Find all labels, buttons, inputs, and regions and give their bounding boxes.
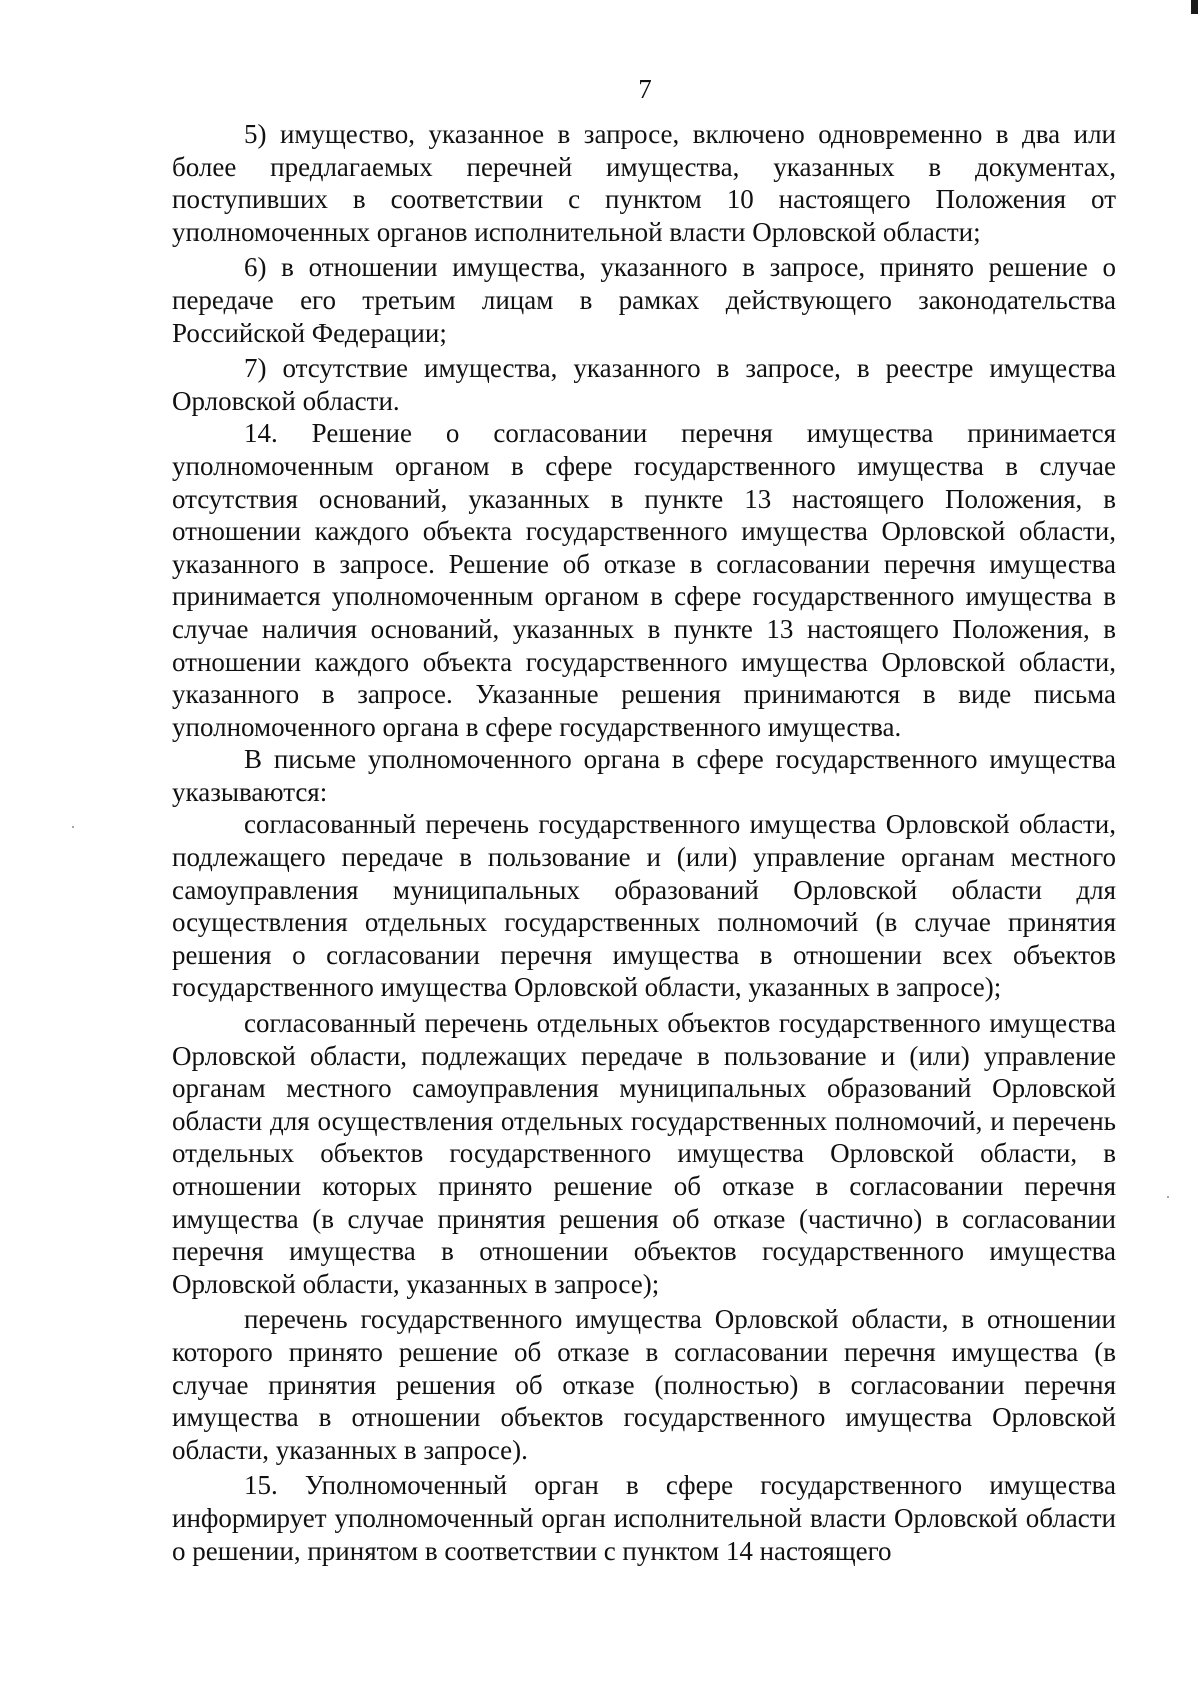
- paragraph-item-7: 7) отсутствие имущества, указанного в запросе, в реестре имущества Орловской области.: [172, 353, 1116, 416]
- scan-speck: [1167, 1196, 1169, 1198]
- document-body: [172, 118, 1116, 1567]
- page-number: 7: [638, 74, 652, 104]
- scan-edge-mark: [1191, 0, 1198, 14]
- paragraph-letter-contents: В письме уполномоченного органа в сфере государственного имущества указываются:: [172, 744, 1116, 807]
- paragraph-partial-approval: согласованный перечень отдельных объектов государственного имущества Орловской области, подлежащих передаче в пользование и (или) управление органам местного самоуправления муниципальных образований Орловской области для осуществления отдельных государственных полномочий, и перечень отдельных объектов государственного имущества Орловской области, в отношении которых принято решение об отказе в согласовании перечня имущества (в случае принятия решения об отказе (частично) в согласовании перечня имущества в отношении объектов государственного имущества Орловской области, указанных в запросе);: [172, 1008, 1116, 1299]
- scan-speck: [72, 826, 74, 828]
- paragraph-item-5: 5) имущество, указанное в запросе, включено одновременно в два или более предлагаемых перечней имущества, указанных в документах, поступивших в соответствии с пунктом 10 настоящего Положения от уполномоченных органов исполнительной власти Орловской области;: [172, 119, 1116, 247]
- paragraph-approved-list: согласованный перечень государственного имущества Орловской области, подлежащего передаче в пользование и (или) управление органам местного самоуправления муниципальных образований Орловской области для осуществления отдельных государственных полномочий (в случае принятия решения о согласовании перечня имущества в отношении всех объектов государственного имущества Орловской области, указанных в запросе);: [172, 809, 1116, 1003]
- paragraph-full-refusal: перечень государственного имущества Орловской области, в отношении которого принято решение об отказе в согласовании перечня имущества (в случае принятия решения об отказе (полностью) в согласовании перечня имущества в отношении объектов государственного имущества Орловской области, указанных в запросе).: [172, 1304, 1116, 1465]
- paragraph-item-6: 6) в отношении имущества, указанного в запросе, принято решение о передаче его третьим лицам в рамках действующего законодательства Российской Федерации;: [172, 252, 1116, 348]
- paragraph-clause-14: 14. Решение о согласовании перечня имущества принимается уполномоченным органом в сфере государственного имущества в случае отсутствия оснований, указанных в пункте 13 настоящего Положения, в отношении каждого объекта государственного имущества Орловской области, указанного в запросе. Решение об отказе в согласовании перечня имущества принимается уполномоченным органом в сфере государственного имущества в случае наличия оснований, указанных в пункте 13 настоящего Положения, в отношении каждого объекта государственного имущества Орловской области, указанного в запросе. Указанные решения принимаются в виде письма уполномоченного органа в сфере государственного имущества.: [172, 418, 1116, 742]
- paragraph-clause-15: 15. Уполномоченный орган в сфере государственного имущества информирует уполномоченный орган исполнительной власти Орловской области о решении, принятом в соответствии с пунктом 14 настоящего: [172, 1470, 1116, 1566]
